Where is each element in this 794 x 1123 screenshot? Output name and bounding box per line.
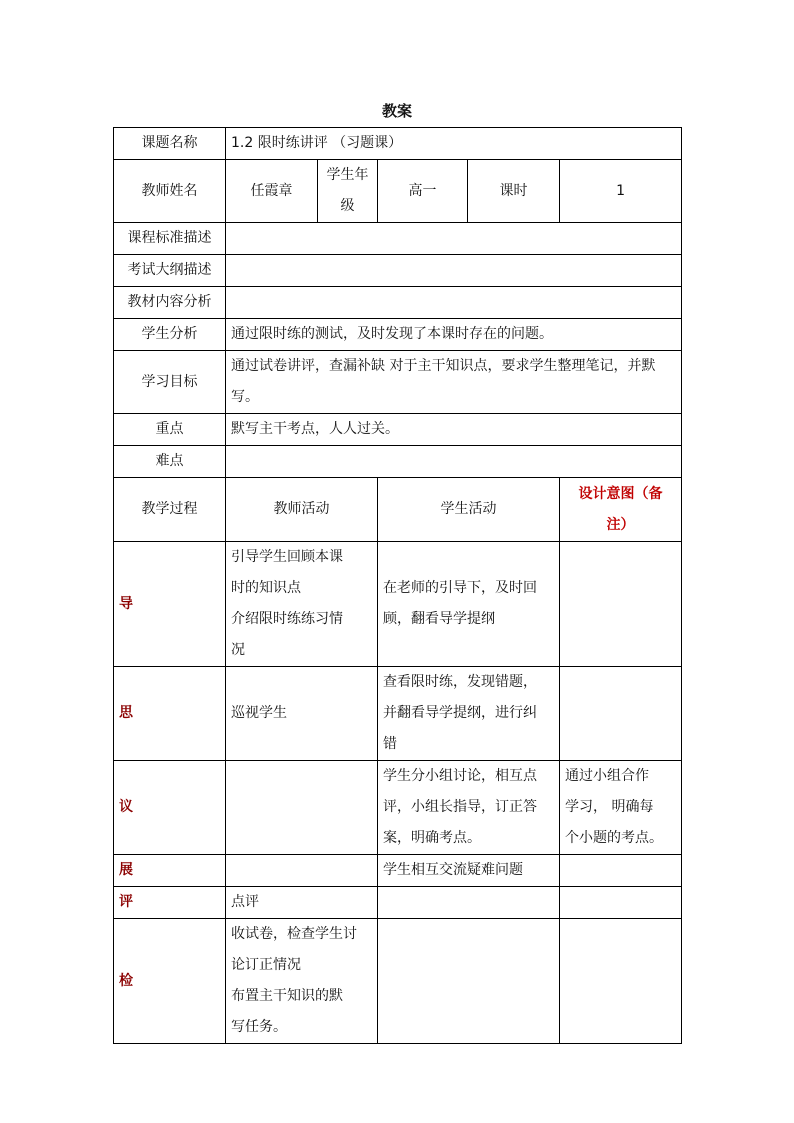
info-value xyxy=(226,446,682,478)
design-note-line: 通过小组合作 xyxy=(565,768,649,784)
teacher-label: 教师姓名 xyxy=(114,160,226,223)
process-row xyxy=(114,667,682,761)
info-value: 通过试卷讲评，查漏补缺 对于主干知识点，要求学生整理笔记，并默写。 xyxy=(226,351,682,414)
info-row xyxy=(114,351,682,414)
student-activity xyxy=(378,919,560,1044)
info-row xyxy=(114,319,682,351)
info-label: 考试大纲描述 xyxy=(114,255,226,287)
design-note xyxy=(560,855,682,887)
design-note-line: 个小题的考点。 xyxy=(565,830,663,846)
hours-value: 1 xyxy=(560,160,682,223)
design-note xyxy=(560,887,682,919)
teacher-activity xyxy=(226,667,378,761)
info-value xyxy=(226,255,682,287)
info-label: 学生分析 xyxy=(114,319,226,351)
teacher-activity xyxy=(226,761,378,855)
process-row xyxy=(114,919,682,1044)
design-note xyxy=(560,667,682,761)
process-stage: 导 xyxy=(114,542,226,667)
hours-label: 课时 xyxy=(468,160,560,223)
teacher-activity-line: 时的知识点 xyxy=(231,580,301,596)
process-col-stage: 教学过程 xyxy=(114,478,226,542)
info-label: 难点 xyxy=(114,446,226,478)
student-activity xyxy=(378,761,560,855)
design-note xyxy=(560,761,682,855)
process-col-teacher: 教师活动 xyxy=(226,478,378,542)
course-value: 1.2 限时练讲评 （习题课） xyxy=(226,128,682,160)
info-row xyxy=(114,414,682,446)
grade-value: 高一 xyxy=(378,160,468,223)
info-label: 学习目标 xyxy=(114,351,226,414)
info-value: 默写主干考点，人人过关。 xyxy=(226,414,682,446)
process-col-note-line2: 注） xyxy=(606,516,635,533)
teacher-activity-line: 况 xyxy=(231,642,245,658)
teacher-activity-line: 巡视学生 xyxy=(231,705,287,721)
info-label: 重点 xyxy=(114,414,226,446)
process-stage: 议 xyxy=(114,761,226,855)
student-activity-line: 错 xyxy=(383,736,397,752)
info-value xyxy=(226,287,682,319)
process-col-note-line1: 设计意图（备 xyxy=(578,485,663,502)
student-activity-line: 查看限时练，发现错题， xyxy=(383,674,537,690)
teacher-activity-line: 论订正情况 xyxy=(231,957,301,973)
info-row xyxy=(114,287,682,319)
process-stage: 检 xyxy=(114,919,226,1044)
teacher-activity xyxy=(226,919,378,1044)
teacher-row xyxy=(114,160,682,223)
teacher-activity xyxy=(226,542,378,667)
teacher-activity-line: 介绍限时练练习情 xyxy=(231,611,343,627)
student-activity xyxy=(378,667,560,761)
process-stage: 展 xyxy=(114,855,226,887)
course-label: 课题名称 xyxy=(114,128,226,160)
student-activity-line: 学生分小组讨论，相互点 xyxy=(383,768,537,784)
student-activity-line: 在老师的引导下，及时回 xyxy=(383,580,537,596)
course-row xyxy=(114,128,682,160)
info-row xyxy=(114,446,682,478)
student-activity-line: 案，明确考点。 xyxy=(383,830,481,846)
teacher-value: 任霞章 xyxy=(226,160,318,223)
student-activity-line: 顾，翻看导学提纲 xyxy=(383,611,495,627)
process-row xyxy=(114,761,682,855)
teacher-activity: 点评 xyxy=(226,887,378,919)
student-activity xyxy=(378,887,560,919)
design-note xyxy=(560,542,682,667)
process-col-student: 学生活动 xyxy=(378,478,560,542)
student-activity xyxy=(378,542,560,667)
student-activity-line: 并翻看导学提纲，进行纠 xyxy=(383,705,537,721)
teacher-activity-line: 收试卷，检查学生讨 xyxy=(231,926,357,942)
teacher-activity-line: 写任务。 xyxy=(231,1019,287,1035)
grade-label: 学生年级 xyxy=(318,160,378,223)
student-activity-line: 评，小组长指导，订正答 xyxy=(383,799,537,815)
process-row xyxy=(114,887,682,919)
teacher-activity-line: 引导学生回顾本课 xyxy=(231,549,343,565)
lesson-plan-table xyxy=(113,127,682,1044)
process-stage: 评 xyxy=(114,887,226,919)
process-row xyxy=(114,855,682,887)
info-row xyxy=(114,255,682,287)
teacher-activity xyxy=(226,855,378,887)
info-row xyxy=(114,223,682,255)
info-label: 教材内容分析 xyxy=(114,287,226,319)
teacher-activity-line: 布置主干知识的默 xyxy=(231,988,343,1004)
process-stage: 思 xyxy=(114,667,226,761)
info-label: 课程标准描述 xyxy=(114,223,226,255)
info-value: 通过限时练的测试，及时发现了本课时存在的问题。 xyxy=(226,319,682,351)
document-title: 教案 xyxy=(381,102,412,120)
process-row xyxy=(114,542,682,667)
process-header-row xyxy=(114,478,682,542)
process-col-note xyxy=(560,478,682,542)
student-activity: 学生相互交流疑难问题 xyxy=(378,855,560,887)
info-value xyxy=(226,223,682,255)
design-note xyxy=(560,919,682,1044)
design-note-line: 学习， 明确每 xyxy=(565,799,654,815)
